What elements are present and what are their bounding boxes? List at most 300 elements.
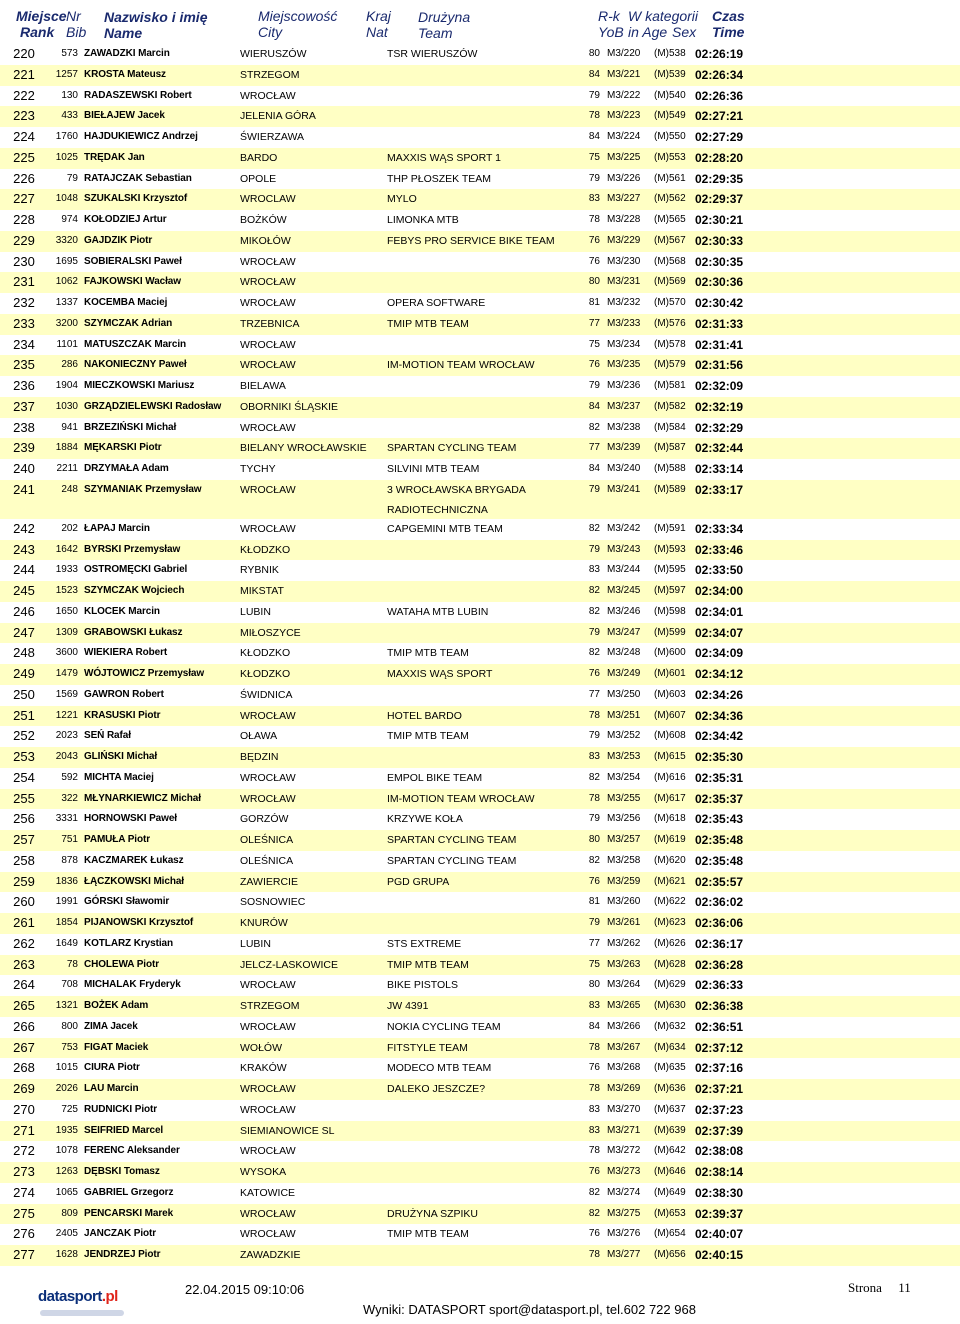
sex-rank-cell: (M)618 xyxy=(654,813,686,825)
city-cell: WROCŁAW xyxy=(240,338,296,351)
bib-cell: 1650 xyxy=(55,605,78,617)
category-cell: M3/264 xyxy=(607,979,641,991)
sex-rank-cell: (M)579 xyxy=(654,359,686,371)
sex-rank-cell: (M)637 xyxy=(654,1103,686,1115)
team-cell: TMIP MTB TEAM xyxy=(387,958,469,971)
name-cell: SEIFRIED Marcel xyxy=(84,1124,164,1136)
yob-cell: 77 xyxy=(588,688,600,700)
sex-rank-cell: (M)639 xyxy=(654,1124,686,1136)
table-row xyxy=(0,272,960,293)
bib-cell: 592 xyxy=(61,771,78,783)
category-cell: M3/234 xyxy=(607,338,641,350)
yob-cell: 84 xyxy=(588,400,600,412)
category-cell: M3/226 xyxy=(607,172,641,184)
category-cell: M3/250 xyxy=(607,688,641,700)
time-cell: 02:34:12 xyxy=(695,667,744,681)
sex-rank-cell: (M)584 xyxy=(654,421,686,433)
bib-cell: 809 xyxy=(61,1207,78,1219)
table-row xyxy=(0,934,960,955)
time-cell: 02:35:30 xyxy=(695,750,744,764)
team-cell: MAXXIS WĄS SPORT 1 xyxy=(387,151,501,164)
table-row xyxy=(0,44,960,65)
city-cell: WROCŁAW xyxy=(240,483,296,496)
team-cell: NOKIA CYCLING TEAM xyxy=(387,1020,501,1033)
time-cell: 02:34:26 xyxy=(695,687,744,702)
yob-cell: 78 xyxy=(588,1249,600,1260)
team-cell: SPARTAN CYCLING TEAM xyxy=(387,442,517,455)
header-cat-pl: W kategorii xyxy=(628,8,699,24)
city-cell: JELCZ-LASKOWICE xyxy=(240,958,339,971)
sex-rank-cell: (M)550 xyxy=(654,131,686,142)
bib-cell: 248 xyxy=(61,483,78,495)
city-cell: WROCŁAW xyxy=(240,979,296,992)
time-cell: 02:33:46 xyxy=(695,542,744,557)
page-label: Strona xyxy=(848,1280,882,1295)
yob-cell: 81 xyxy=(588,896,600,908)
city-cell: WROCŁAW xyxy=(240,709,296,722)
team-cell: THP PŁOSZEK TEAM xyxy=(387,172,492,185)
rank-cell: 222 xyxy=(13,87,35,103)
time-cell: 02:37:23 xyxy=(695,1102,744,1117)
table-row xyxy=(0,293,960,314)
bib-cell: 941 xyxy=(61,421,78,433)
category-cell: M3/224 xyxy=(607,131,641,142)
bib-cell: 1935 xyxy=(55,1124,78,1136)
sex-rank-cell: (M)553 xyxy=(654,151,686,163)
city-cell: ZAWADZKIE xyxy=(240,1249,301,1261)
name-cell: SZYMCZAK Adrian xyxy=(84,317,173,329)
time-cell: 02:32:19 xyxy=(695,399,744,414)
table-row xyxy=(0,459,960,480)
bib-cell: 753 xyxy=(61,1041,78,1053)
table-row xyxy=(0,602,960,623)
rank-cell: 274 xyxy=(13,1184,35,1200)
header-city-pl: Miejscowość xyxy=(258,8,338,24)
city-cell: WROCŁAW xyxy=(240,421,296,434)
category-cell: M3/268 xyxy=(607,1062,641,1074)
team-cell: DALEKO JESZCZE? xyxy=(387,1083,486,1095)
name-cell: RADASZEWSKI Robert xyxy=(84,89,192,101)
sex-rank-cell: (M)608 xyxy=(654,730,686,742)
rank-cell: 270 xyxy=(13,1101,35,1117)
name-cell: HAJDUKIEWICZ Andrzej xyxy=(84,131,198,142)
yob-cell: 78 xyxy=(588,1041,600,1053)
sex-rank-cell: (M)549 xyxy=(654,110,686,122)
team-cell: SPARTAN CYCLING TEAM xyxy=(387,834,517,846)
rank-cell: 255 xyxy=(13,790,35,806)
rank-cell: 258 xyxy=(13,852,35,868)
category-cell: M3/242 xyxy=(607,522,641,534)
name-cell: GÓRSKI Sławomir xyxy=(84,896,170,908)
category-cell: M3/257 xyxy=(607,834,641,845)
name-cell: OSTROMĘCKI Gabriel xyxy=(84,564,188,576)
results-credits: Wyniki: DATASPORT sport@datasport.pl, tel.602 722 968 xyxy=(363,1302,696,1317)
city-cell: WYSOKA xyxy=(240,1166,287,1178)
time-cell: 02:30:42 xyxy=(695,296,744,310)
logo-swoosh-icon xyxy=(40,1310,124,1316)
time-cell: 02:37:12 xyxy=(695,1040,744,1055)
team-cell: SILVINI MTB TEAM xyxy=(387,463,480,475)
yob-cell: 83 xyxy=(588,1103,600,1115)
name-cell: ZIMA Jacek xyxy=(84,1020,138,1032)
category-cell: M3/252 xyxy=(607,730,641,742)
table-row xyxy=(0,169,960,190)
bib-cell: 3600 xyxy=(55,647,78,659)
category-cell: M3/228 xyxy=(607,214,641,225)
bib-cell: 1078 xyxy=(55,1145,78,1157)
team-cell: MODECO MTB TEAM xyxy=(387,1062,492,1075)
table-row xyxy=(0,86,960,107)
yob-cell: 84 xyxy=(588,1020,600,1032)
time-cell: 02:37:16 xyxy=(695,1061,744,1076)
team-cell: LIMONKA MTB xyxy=(387,214,459,226)
time-cell: 02:34:00 xyxy=(695,584,744,598)
header-sex-en: Sex xyxy=(672,24,697,40)
sex-rank-cell: (M)656 xyxy=(654,1249,686,1260)
bib-cell: 3320 xyxy=(55,234,78,246)
rank-cell: 225 xyxy=(13,149,35,165)
time-cell: 02:32:09 xyxy=(695,379,744,393)
bib-cell: 1933 xyxy=(55,564,78,576)
category-cell: M3/235 xyxy=(607,359,641,371)
name-cell: MATUSZCZAK Marcin xyxy=(84,338,187,350)
rank-cell: 248 xyxy=(13,645,35,661)
name-cell: WÓJTOWICZ Przemysław xyxy=(84,668,205,679)
table-row xyxy=(0,872,960,893)
table-row xyxy=(0,1141,960,1162)
table-row xyxy=(0,913,960,934)
sex-rank-cell: (M)599 xyxy=(654,626,686,638)
header-rank-pl: Miejsce xyxy=(16,8,67,24)
category-cell: M3/254 xyxy=(607,771,641,783)
name-cell: KACZMAREK Łukasz xyxy=(84,854,184,866)
rank-cell: 271 xyxy=(13,1122,35,1138)
rank-cell: 268 xyxy=(13,1060,35,1076)
category-cell: M3/272 xyxy=(607,1145,641,1157)
time-cell: 02:30:35 xyxy=(695,254,744,269)
team-cell xyxy=(387,480,526,519)
header-yob-en: YoB xyxy=(598,24,624,40)
yob-cell: 83 xyxy=(588,751,600,762)
time-cell: 02:30:21 xyxy=(695,213,744,227)
table-row xyxy=(0,65,960,86)
category-cell: M3/256 xyxy=(607,813,641,825)
table-row xyxy=(0,1017,960,1038)
rank-cell: 241 xyxy=(13,481,35,497)
yob-cell: 83 xyxy=(588,564,600,576)
category-cell: M3/270 xyxy=(607,1103,641,1115)
name-cell: SOBIERALSKI Paweł xyxy=(84,255,182,267)
rank-cell: 261 xyxy=(13,915,35,930)
name-cell: GRZĄDZIELEWSKI Radosław xyxy=(84,400,222,412)
sex-rank-cell: (M)635 xyxy=(654,1062,686,1074)
table-row xyxy=(0,231,960,252)
table-row xyxy=(0,789,960,810)
yob-cell: 79 xyxy=(588,172,600,184)
bib-cell: 751 xyxy=(61,834,78,845)
rank-cell: 220 xyxy=(13,46,35,61)
yob-cell: 76 xyxy=(588,1166,600,1177)
yob-cell: 77 xyxy=(588,317,600,329)
category-cell: M3/273 xyxy=(607,1166,641,1177)
sex-rank-cell: (M)621 xyxy=(654,875,686,887)
name-cell: PENCARSKI Marek xyxy=(84,1207,174,1219)
category-cell: M3/263 xyxy=(607,958,641,970)
bib-cell: 725 xyxy=(61,1103,78,1115)
city-cell: KŁODZKO xyxy=(240,647,291,660)
name-cell: FERENC Aleksander xyxy=(84,1145,180,1157)
name-cell: GAJDZIK Piotr xyxy=(84,234,153,246)
sex-rank-cell: (M)649 xyxy=(654,1186,686,1198)
time-cell: 02:34:09 xyxy=(695,646,744,661)
rank-cell: 259 xyxy=(13,873,35,889)
city-cell: WOŁÓW xyxy=(240,1041,282,1054)
bib-cell: 202 xyxy=(61,522,78,534)
rank-cell: 257 xyxy=(13,832,35,847)
name-cell: KROSTA Mateusz xyxy=(84,68,166,80)
table-row xyxy=(0,480,960,519)
city-cell: RYBNIK xyxy=(240,564,279,577)
city-cell: BOŻKÓW xyxy=(240,214,287,226)
city-cell: WROCŁAW xyxy=(240,792,296,805)
city-cell: KATOWICE xyxy=(240,1186,296,1199)
yob-cell: 82 xyxy=(588,647,600,659)
yob-cell: 82 xyxy=(588,522,600,534)
table-row xyxy=(0,623,960,644)
time-cell: 02:36:02 xyxy=(695,895,744,910)
city-cell: SOSNOWIEC xyxy=(240,896,306,909)
yob-cell: 79 xyxy=(588,626,600,638)
rank-cell: 239 xyxy=(13,440,35,456)
table-row xyxy=(0,418,960,439)
time-cell: 02:33:17 xyxy=(695,482,744,497)
rank-cell: 221 xyxy=(13,66,35,82)
sex-rank-cell: (M)623 xyxy=(654,917,686,928)
time-cell: 02:35:48 xyxy=(695,833,744,847)
table-row xyxy=(0,685,960,706)
rank-cell: 246 xyxy=(13,603,35,619)
bib-cell: 2211 xyxy=(56,463,78,474)
team-cell: TSR WIERUSZÓW xyxy=(387,48,478,60)
city-cell: STRZEGOM xyxy=(240,1000,300,1012)
rank-cell: 249 xyxy=(13,666,35,681)
table-row xyxy=(0,148,960,169)
yob-cell: 82 xyxy=(588,1207,600,1219)
name-cell: ŁAPAJ Marcin xyxy=(84,522,150,534)
name-cell: BIEŁAJEW Jacek xyxy=(84,110,165,122)
category-cell: M3/260 xyxy=(607,896,641,908)
category-cell: M3/277 xyxy=(607,1249,641,1260)
city-cell: TRZEBNICA xyxy=(240,317,300,330)
yob-cell: 76 xyxy=(588,668,600,679)
rank-cell: 267 xyxy=(13,1039,35,1055)
rank-cell: 232 xyxy=(13,295,35,310)
rank-cell: 256 xyxy=(13,811,35,827)
category-cell: M3/233 xyxy=(607,317,641,329)
yob-cell: 75 xyxy=(588,151,600,163)
category-cell: M3/220 xyxy=(607,48,641,59)
category-cell: M3/237 xyxy=(607,400,641,412)
table-row xyxy=(0,560,960,581)
table-row xyxy=(0,830,960,851)
sex-rank-cell: (M)540 xyxy=(654,89,686,101)
bib-cell: 1854 xyxy=(55,917,78,928)
table-row xyxy=(0,1224,960,1245)
yob-cell: 82 xyxy=(588,771,600,783)
category-cell: M3/238 xyxy=(607,421,641,433)
name-cell: DĘBSKI Tomasz xyxy=(84,1166,160,1177)
sex-rank-cell: (M)600 xyxy=(654,647,686,659)
time-cell: 02:35:48 xyxy=(695,853,744,868)
rank-cell: 276 xyxy=(13,1226,35,1242)
name-cell: PAMUŁA Piotr xyxy=(84,834,151,845)
bib-cell: 1030 xyxy=(55,400,78,412)
category-cell: M3/236 xyxy=(607,380,641,391)
print-timestamp: 22.04.2015 09:10:06 xyxy=(185,1282,305,1297)
table-row xyxy=(0,955,960,976)
yob-cell: 76 xyxy=(588,1228,600,1240)
team-cell: MYLO xyxy=(387,193,417,206)
rank-cell: 244 xyxy=(13,562,35,578)
name-cell: JENDRZEJ Piotr xyxy=(84,1249,161,1260)
team-cell: TMIP MTB TEAM xyxy=(387,317,469,330)
rank-cell: 235 xyxy=(13,357,35,373)
city-cell: WROCŁAW xyxy=(240,1020,296,1033)
rank-cell: 230 xyxy=(13,253,35,269)
bib-cell: 974 xyxy=(61,214,78,225)
table-row xyxy=(0,210,960,231)
rank-cell: 277 xyxy=(13,1247,35,1262)
yob-cell: 82 xyxy=(588,605,600,617)
yob-cell: 78 xyxy=(588,214,600,225)
header-team-en: Team xyxy=(418,25,453,41)
sex-rank-cell: (M)581 xyxy=(654,380,686,391)
category-cell: M3/240 xyxy=(607,463,641,474)
bib-cell: 1101 xyxy=(56,338,78,350)
name-cell: GLIŃSKI Michał xyxy=(84,751,158,762)
rank-cell: 272 xyxy=(13,1143,35,1159)
table-row xyxy=(0,1245,960,1266)
sex-rank-cell: (M)617 xyxy=(654,792,686,804)
bib-cell: 1221 xyxy=(55,709,78,721)
sex-rank-cell: (M)642 xyxy=(654,1145,686,1157)
time-cell: 02:34:07 xyxy=(695,625,744,640)
bib-cell: 2405 xyxy=(55,1228,78,1240)
yob-cell: 84 xyxy=(588,131,600,142)
bib-cell: 1025 xyxy=(55,151,78,163)
table-row xyxy=(0,252,960,273)
table-row xyxy=(0,664,960,685)
sex-rank-cell: (M)626 xyxy=(654,937,686,949)
time-cell: 02:36:28 xyxy=(695,957,744,972)
yob-cell: 76 xyxy=(588,1062,600,1074)
rank-cell: 224 xyxy=(13,129,35,144)
rank-cell: 260 xyxy=(13,894,35,910)
name-cell: KOTLARZ Krystian xyxy=(84,937,173,949)
sex-rank-cell: (M)591 xyxy=(654,522,686,534)
team-cell: EMPOL BIKE TEAM xyxy=(387,771,483,784)
name-cell: KOŁODZIEJ Artur xyxy=(84,214,167,225)
yob-cell: 82 xyxy=(588,854,600,866)
header-name-en: Name xyxy=(104,25,143,41)
rank-cell: 240 xyxy=(13,461,35,476)
city-cell: LUBIN xyxy=(240,937,271,950)
category-cell: M3/231 xyxy=(607,276,641,288)
name-cell: BOŻEK Adam xyxy=(84,1000,149,1011)
table-row xyxy=(0,581,960,602)
category-cell: M3/241 xyxy=(607,483,641,495)
header-bib-en: Bib xyxy=(66,24,87,40)
city-cell: WROCŁAW xyxy=(240,255,296,268)
team-cell: JW 4391 xyxy=(387,1000,429,1012)
city-cell: ŚWIDNICA xyxy=(240,688,293,701)
city-cell: WROCLAW xyxy=(240,193,296,206)
sex-rank-cell: (M)561 xyxy=(654,172,686,184)
name-cell: JANCZAK Piotr xyxy=(84,1228,157,1240)
bib-cell: 1048 xyxy=(55,193,78,205)
category-cell: M3/253 xyxy=(607,751,641,762)
team-cell: DRUŻYNA SZPIKU xyxy=(387,1207,479,1220)
category-cell: M3/243 xyxy=(607,543,641,555)
city-cell: SIEMIANOWICE SL xyxy=(240,1124,335,1137)
category-cell: M3/247 xyxy=(607,626,641,638)
sex-rank-cell: (M)538 xyxy=(654,48,686,59)
name-cell: NAKONIECZNY Paweł xyxy=(84,359,187,371)
time-cell: 02:40:07 xyxy=(695,1227,744,1242)
sex-rank-cell: (M)646 xyxy=(654,1166,686,1177)
sex-rank-cell: (M)653 xyxy=(654,1207,686,1219)
logo-main: datasport xyxy=(38,1288,102,1305)
team-cell: TMIP MTB TEAM xyxy=(387,730,469,743)
rank-cell: 237 xyxy=(13,398,35,414)
page-indicator xyxy=(848,1280,911,1296)
yob-cell: 79 xyxy=(588,380,600,391)
category-cell: M3/221 xyxy=(607,68,641,80)
rank-cell: 238 xyxy=(13,419,35,435)
yob-cell: 76 xyxy=(588,875,600,887)
team-line: RADIOTECHNICZNA xyxy=(387,503,488,516)
category-cell: M3/222 xyxy=(607,89,641,101)
time-cell: 02:37:39 xyxy=(695,1123,744,1138)
time-cell: 02:33:50 xyxy=(695,563,744,578)
yob-cell: 84 xyxy=(588,68,600,80)
time-cell: 02:31:56 xyxy=(695,358,744,373)
bib-cell: 2023 xyxy=(55,730,78,742)
city-cell: ŚWIERZAWA xyxy=(240,131,304,143)
bib-cell: 1062 xyxy=(55,276,78,288)
sex-rank-cell: (M)539 xyxy=(654,68,686,80)
table-row xyxy=(0,851,960,872)
sex-rank-cell: (M)629 xyxy=(654,979,686,991)
name-cell: GABRIEL Grzegorz xyxy=(84,1186,174,1198)
team-cell: FITSTYLE TEAM xyxy=(387,1041,468,1054)
category-cell: M3/248 xyxy=(607,647,641,659)
name-cell: MICHALAK Fryderyk xyxy=(84,979,181,991)
team-cell: BIKE PISTOLS xyxy=(387,979,459,992)
time-cell: 02:30:36 xyxy=(695,275,744,290)
page-footer xyxy=(0,1276,960,1324)
category-cell: M3/232 xyxy=(607,297,641,308)
category-cell: M3/274 xyxy=(607,1186,641,1198)
city-cell: WROCŁAW xyxy=(240,1083,296,1095)
sex-rank-cell: (M)630 xyxy=(654,1000,686,1011)
time-cell: 02:36:17 xyxy=(695,936,744,951)
sex-rank-cell: (M)562 xyxy=(654,193,686,205)
bib-cell: 79 xyxy=(66,172,78,184)
city-cell: KŁODZKO xyxy=(240,668,291,680)
time-cell: 02:39:37 xyxy=(695,1206,744,1221)
time-cell: 02:36:06 xyxy=(695,916,744,930)
